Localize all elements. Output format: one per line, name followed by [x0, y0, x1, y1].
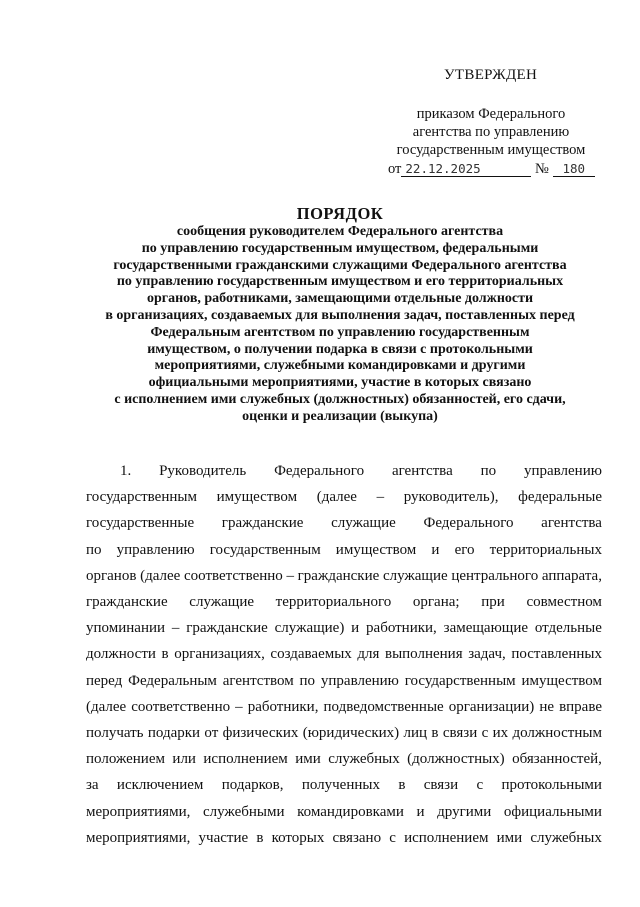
- body-word: соответственно: [183, 567, 283, 584]
- body-word: имуществом: [335, 541, 417, 558]
- body-word: в: [398, 777, 406, 794]
- body-word: задач,: [468, 646, 506, 663]
- body-word: организации): [448, 698, 535, 715]
- body-word: (далее: [140, 567, 181, 584]
- approval-line: государственным имуществом: [396, 142, 586, 158]
- body-word: Федерального: [423, 515, 514, 532]
- body-word: должности: [86, 646, 156, 663]
- body-word: аппарата,: [541, 567, 602, 584]
- body-word: по: [480, 463, 497, 479]
- body-line: [86, 537, 602, 563]
- body-word: мероприятиями,: [86, 829, 191, 846]
- body-word: –: [376, 489, 385, 506]
- body-word: служебных: [328, 751, 400, 768]
- body-word: исключением: [116, 777, 204, 794]
- body-word: и: [351, 620, 360, 637]
- body-word: служащие: [331, 515, 396, 532]
- order-details: [388, 160, 618, 178]
- body-line: [86, 720, 602, 746]
- body-word: исполнением: [203, 751, 288, 768]
- body-word: лиц: [403, 725, 428, 742]
- approval-line: агентства по управлению: [412, 124, 570, 140]
- body-word: полученных: [301, 777, 380, 794]
- approval-stamp: [376, 66, 606, 178]
- body-word: упоминании: [86, 620, 166, 637]
- body-word: гражданские: [186, 620, 268, 637]
- body-word: управлению: [116, 541, 195, 558]
- body-word: –: [286, 567, 294, 584]
- body-word: протокольными: [501, 777, 602, 794]
- body-word: руководитель),: [403, 489, 499, 506]
- body-word: перед: [86, 672, 123, 689]
- body-word: выполнения: [384, 646, 463, 663]
- heading-line: Федеральным агентством по управлению государственным: [150, 324, 530, 340]
- body-word: за: [86, 777, 99, 794]
- body-word: совместном: [526, 594, 602, 611]
- body-word: (должностных): [407, 751, 505, 768]
- approval-line: приказом Федерального: [416, 106, 566, 122]
- body-word: подарки: [147, 725, 201, 742]
- body-word: связано: [332, 829, 382, 846]
- heading-line: сообщения руководителем Федерального агентства: [176, 224, 504, 239]
- heading-title: ПОРЯДОК: [296, 204, 384, 223]
- body-line: [86, 510, 602, 536]
- body-word: федеральные: [518, 489, 602, 506]
- body-word: управлению: [523, 463, 602, 479]
- body-word: органа;: [412, 594, 460, 611]
- body-word: служащие): [274, 620, 345, 637]
- heading-line: мероприятиями, служебными командировками и другими: [154, 358, 526, 374]
- document-heading: [60, 203, 620, 426]
- body-word: отдельные: [534, 620, 602, 637]
- body-word: и: [416, 803, 425, 820]
- heading-line: имуществом, о получении подарка в связи с протокольными: [147, 341, 533, 357]
- body-word: служебных: [530, 829, 602, 846]
- heading-line: по управлению государственным имуществом и его территориальных: [116, 274, 564, 290]
- body-word: служащие: [382, 567, 448, 584]
- body-line: [86, 563, 602, 589]
- body-word: для: [357, 646, 380, 663]
- heading-line: с исполнением ими служебных (должностных) обязанностей, его сдачи,: [114, 391, 566, 407]
- body-word: (далее: [86, 698, 127, 715]
- body-word: гражданские: [221, 515, 304, 532]
- body-word: Руководитель: [159, 463, 247, 479]
- body-word: с: [389, 829, 396, 846]
- body-line: [86, 746, 602, 772]
- body-word: поставленных: [511, 646, 602, 663]
- heading-line: официальными мероприятиями, участие в которых связано: [148, 375, 532, 391]
- body-word: связи: [442, 725, 478, 742]
- body-word: (далее: [316, 489, 357, 506]
- body-line: [86, 615, 602, 641]
- body-word: гражданские: [86, 594, 168, 611]
- body-word: замещающие: [443, 620, 529, 637]
- body-word: работники,: [366, 620, 437, 637]
- body-word: или: [172, 751, 196, 768]
- body-line: [86, 825, 602, 851]
- body-word: территориальных: [489, 541, 602, 558]
- body-word: командировками: [297, 803, 404, 820]
- body-word: вправе: [559, 698, 602, 715]
- body-line: [86, 641, 602, 667]
- body-word: государственные: [86, 515, 195, 532]
- heading-line: органов, работниками, замещающими отдельные должности: [146, 291, 534, 307]
- body-word: подведомственные: [323, 698, 444, 715]
- body-word: участие: [198, 829, 249, 846]
- body-word: имуществом: [216, 489, 298, 506]
- body-word: при: [481, 594, 505, 611]
- body-line: [86, 484, 602, 510]
- body-word: Федеральным: [128, 672, 217, 689]
- body-word: связи: [423, 777, 459, 794]
- body-word: официальными: [503, 803, 602, 820]
- date-prefix: от: [388, 161, 402, 177]
- body-word: положением: [86, 751, 165, 768]
- body-word: служебными: [202, 803, 285, 820]
- body-word: государственным: [209, 541, 321, 558]
- body-word: должностным: [512, 725, 602, 742]
- heading-line: государственными гражданскими служащими Федерального агентства: [113, 257, 567, 273]
- body-word: –: [171, 620, 180, 637]
- order-number: 180: [553, 161, 595, 177]
- heading-line: в организациях, создаваемых для выполнения задач, поставленных перед: [105, 307, 575, 323]
- body-word: по: [299, 672, 316, 689]
- body-line: [86, 589, 602, 615]
- body-word: соответственно: [131, 698, 231, 715]
- body-line: [86, 694, 602, 720]
- body-word: организациях,: [174, 646, 265, 663]
- body-word: 1.: [120, 463, 132, 479]
- body-word: с: [481, 725, 489, 742]
- body-word: имуществом: [521, 672, 602, 689]
- body-word: органов: [86, 567, 137, 584]
- body-word: в: [431, 725, 439, 742]
- body-word: –: [235, 698, 243, 715]
- body-line: [86, 668, 602, 694]
- body-line: [86, 772, 602, 798]
- body-word: агентством: [222, 672, 294, 689]
- document-body: [86, 458, 602, 851]
- body-line: [86, 458, 602, 484]
- number-prefix: №: [535, 161, 549, 177]
- body-word: центрального: [451, 567, 539, 584]
- order-date: 22.12.2025: [401, 161, 531, 177]
- body-line: [86, 799, 602, 825]
- body-word: создаваемых: [270, 646, 352, 663]
- body-word: агентства: [391, 463, 453, 479]
- body-word: в: [256, 829, 264, 846]
- body-word: Федерального: [274, 463, 365, 479]
- body-word: его: [454, 541, 475, 558]
- body-word: гражданские: [297, 567, 380, 584]
- body-word: обязанностей,: [512, 751, 602, 768]
- body-word: (юридических): [302, 725, 400, 742]
- body-word: получать: [86, 725, 144, 742]
- body-word: агентства: [541, 515, 602, 532]
- heading-line: оценки и реализации (выкупа): [242, 408, 438, 424]
- body-word: служащие: [189, 594, 254, 611]
- body-word: ими: [496, 829, 523, 846]
- body-word: которых: [271, 829, 325, 846]
- body-word: ими: [295, 751, 321, 768]
- body-word: другими: [437, 803, 492, 820]
- body-word: по: [86, 541, 102, 558]
- body-word: исполнением: [404, 829, 489, 846]
- body-word: подарков,: [221, 777, 284, 794]
- body-word: с: [476, 777, 484, 794]
- body-word: в: [161, 646, 169, 663]
- body-word: территориального: [275, 594, 392, 611]
- approval-title: УТВЕРЖДЕН: [444, 67, 538, 83]
- body-word: физических: [222, 725, 299, 742]
- body-word: государственным: [404, 672, 516, 689]
- body-word: государственным: [86, 489, 197, 506]
- body-word: мероприятиями,: [86, 803, 191, 820]
- body-word: не: [539, 698, 555, 715]
- body-word: работники,: [247, 698, 319, 715]
- body-word: управлению: [320, 672, 399, 689]
- body-word: их: [492, 725, 509, 742]
- body-word: от: [204, 725, 219, 742]
- heading-line: по управлению государственным имуществом, федеральными: [141, 240, 539, 256]
- body-word: и: [431, 541, 440, 558]
